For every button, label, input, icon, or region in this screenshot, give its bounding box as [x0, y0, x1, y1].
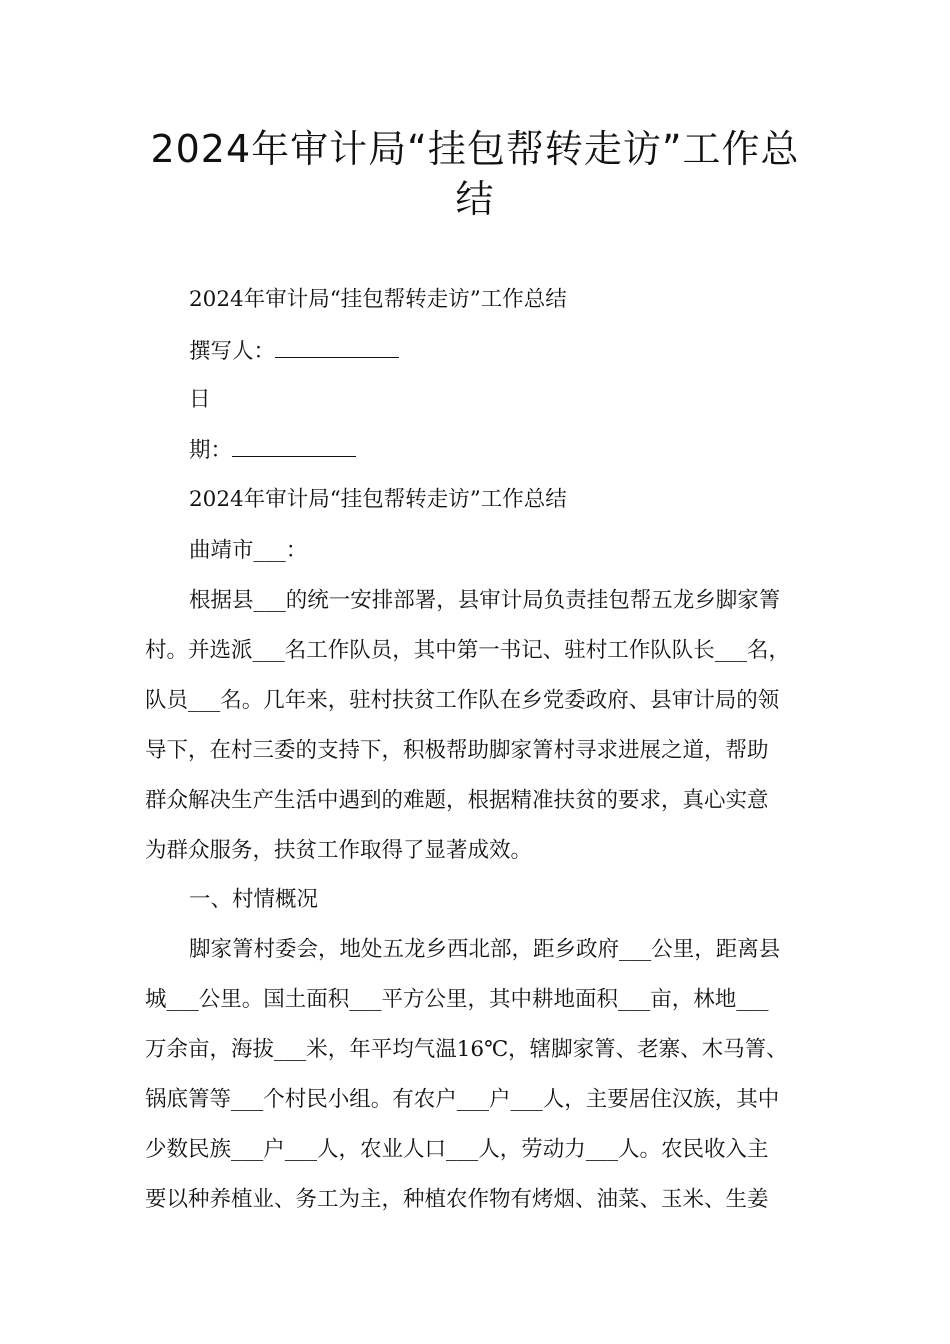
author-label: 撰写人：: [189, 339, 276, 364]
paragraph1-line: 村。并选派___名工作队员，其中第一书记、驻村工作队队长___名，: [145, 638, 791, 663]
subtitle-repeat: 2024年审计局“挂包帮转走访”工作总结: [189, 487, 567, 512]
document-title: [120, 124, 830, 224]
salutation: 曲靖市___：: [189, 538, 308, 563]
paragraph2-line: 锅底箐等___个村民小组。有农户___户___人，主要居住汉族，其中: [145, 1087, 780, 1112]
paragraph2-line: 要以种养植业、务工为主，种植农作物有烤烟、油菜、玉米、生姜: [145, 1187, 769, 1212]
section1-heading: 一、村情概况: [189, 887, 319, 912]
paragraph2-line: 脚家箐村委会，地处五龙乡西北部，距乡政府___公里，距离县: [189, 937, 781, 962]
title-line-1: 2024年审计局“挂包帮转走访”工作总: [150, 127, 800, 171]
paragraph1-line: 为群众服务，扶贫工作取得了显著成效。: [145, 838, 533, 863]
author-blank: [275, 337, 399, 358]
paragraph1-line: 根据县___的统一安排部署，县审计局负责挂包帮五龙乡脚家箐: [189, 588, 781, 613]
subtitle: 2024年审计局“挂包帮转走访”工作总结: [189, 287, 567, 312]
paragraph1-line: 导下，在村三委的支持下，积极帮助脚家箐村寻求进展之道，帮助: [145, 738, 769, 763]
date-label: 期：: [189, 438, 233, 463]
paragraph2-line: 城___公里。国土面积___平方公里，其中耕地面积___亩，林地___: [145, 987, 769, 1012]
paragraph1-line: 群众解决生产生活中遇到的难题，根据精准扶贫的要求，真心实意: [145, 788, 769, 813]
date-blank: [232, 436, 356, 457]
paragraph2-line: 万余亩，海拔___米，年平均气温16℃，辖脚家箐、老寨、木马箐、: [145, 1037, 788, 1062]
paragraph1-line: 队员___名。几年来，驻村扶贫工作队在乡党委政府、县审计局的领: [145, 688, 780, 713]
author-line: [189, 337, 399, 367]
paragraph2-line: 少数民族___户___人，农业人口___人，劳动力___人。农民收入主: [145, 1137, 769, 1162]
title-line-2: 结: [455, 177, 495, 221]
date-line: [189, 436, 356, 466]
date-label-line-1: 日: [189, 387, 211, 412]
